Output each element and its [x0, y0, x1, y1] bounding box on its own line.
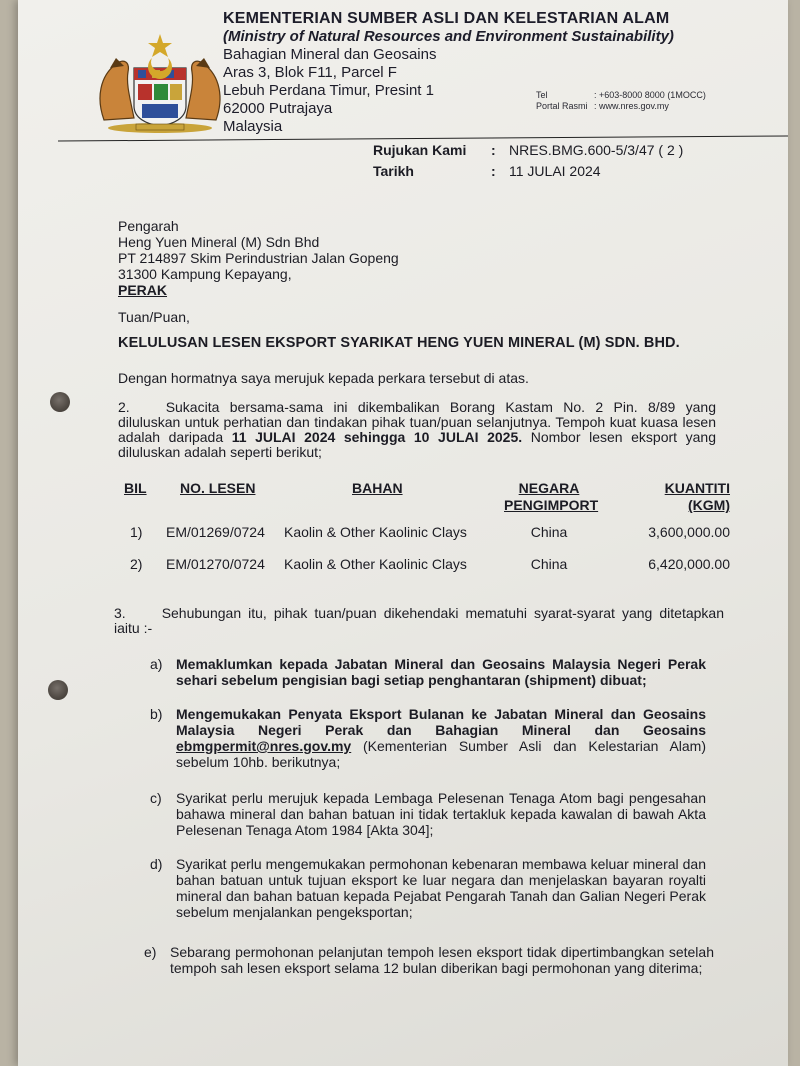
address-line: 62000 Putrajaya [223, 100, 333, 117]
colon: : [491, 142, 496, 158]
condition-text: Sebarang permohonan pelanjutan tempoh lesen eksport tidak dipertimbangkan setelah tempoh sah lesen eksport selama 12 bulan diberikan bagi permohonan yang diterima; [170, 944, 714, 976]
validity-period: 11 JULAI 2024 sehingga 10 JULAI 2025. [231, 429, 523, 445]
recipient-line: Pengarah [118, 218, 179, 234]
paragraph-text: Nombor lesen eksport yang diluluskan adalah seperti berikut; [118, 429, 716, 460]
condition-b [150, 706, 710, 772]
condition-text: Memaklumkan kepada Jabatan Mineral dan Geosains Malaysia Negeri Perak sehari sebelum pengisian bagi setiap penghantaran (shipment) dibuat; [176, 656, 706, 688]
col-header-kuantiti-line: KUANTITI [664, 480, 730, 496]
cell-negara: China [530, 524, 568, 540]
colon: : [491, 163, 496, 179]
condition-label: e) [144, 944, 157, 960]
paragraph-3 [114, 606, 724, 636]
cell-no-lesen: EM/01270/0724 [166, 556, 265, 572]
reference-block [373, 140, 683, 182]
portal-label: Portal Rasmi [536, 101, 588, 111]
condition-a [150, 656, 710, 690]
col-header-no-lesen: NO. LESEN [180, 480, 256, 496]
portal-value: : www.nres.gov.my [594, 101, 669, 111]
punch-hole [50, 392, 70, 412]
punch-hole [48, 680, 68, 700]
coat-of-arms-logo [90, 28, 230, 134]
condition-c [150, 790, 710, 842]
cell-bil: 1) [130, 524, 143, 540]
division-name: Bahagian Mineral dan Geosains [223, 46, 437, 63]
paragraph-number: 3. [114, 605, 126, 621]
condition-d [150, 856, 710, 924]
ref-value: NRES.BMG.600-5/3/47 ( 2 ) [509, 142, 684, 158]
col-header-negara-line: NEGARA [518, 480, 580, 496]
email-link[interactable]: ebmgpermit@nres.gov.my [176, 738, 352, 754]
col-header-bil: BIL [124, 480, 147, 496]
condition-text-part: Mengemukakan Penyata Eksport Bulanan ke Jabatan Mineral dan Geosains Malaysia Negeri Perak dan Bahagian Mineral dan Geosains [176, 706, 706, 738]
recipient-line: 31300 Kampung Kepayang, [118, 266, 292, 282]
condition-e [144, 944, 714, 996]
letter-page [18, 0, 788, 1066]
cell-bil: 2) [130, 556, 143, 572]
cell-no-lesen: EM/01269/0724 [166, 524, 265, 540]
ministry-name-ms: KEMENTERIAN SUMBER ASLI DAN KELESTARIAN ALAM [223, 10, 670, 27]
cell-bahan: Kaolin & Other Kaolinic Clays [284, 524, 467, 540]
cell-negara: China [530, 556, 568, 572]
cell-kuantiti: 3,600,000.00 [648, 524, 730, 540]
address-line: Malaysia [223, 118, 283, 135]
cell-kuantiti: 6,420,000.00 [648, 556, 730, 572]
condition-label: b) [150, 706, 163, 722]
col-header-bahan: BAHAN [352, 480, 403, 496]
tel-value: : +603-8000 8000 (1MOCC) [594, 90, 706, 100]
cell-bahan: Kaolin & Other Kaolinic Clays [284, 556, 467, 572]
col-header-negara [504, 480, 599, 514]
col-header-kuantiti-line: (KGM) [688, 497, 730, 513]
date-value: 11 JULAI 2024 [509, 163, 601, 179]
salutation: Tuan/Puan, [118, 309, 190, 325]
condition-text: Syarikat perlu merujuk kepada Lembaga Pelesenan Tenaga Atom bagi pengesahan bahawa mineral dan bahan batuan ini tidak tertakluk kepada kawalan di bawah Akta Pelesenan Tenaga Atom 1984 [Akta 304]; [176, 790, 706, 838]
contact-block [536, 90, 706, 112]
paragraph-text: Sehubungan itu, pihak tuan/puan dikehendaki mematuhi syarat-syarat yang ditetapkan iaitu :- [114, 605, 724, 636]
condition-text-part: (Kementerian Sumber Asli dan Kelestarian Alam) sebelum 10hb. berikutnya; [176, 738, 706, 770]
condition-label: d) [150, 856, 163, 872]
ministry-name-en: (Ministry of Natural Resources and Environment Sustainability) [223, 28, 674, 45]
condition-text: Syarikat perlu mengemukakan permohonan kebenaran membawa keluar mineral dan bahan batuan untuk tujuan eksport ke luar negara dan menjelaskan bayaran royalti mineral dan bahan batuan kepada Pejabat Pengarah Tanah dan Galian Negeri Perak sebelum menjalankan pengeksportan; [176, 856, 706, 920]
condition-label: c) [150, 790, 162, 806]
recipient-line: Heng Yuen Mineral (M) Sdn Bhd [118, 234, 320, 250]
col-header-negara-line: PENGIMPORT [504, 497, 599, 513]
condition-text [176, 706, 706, 770]
letterhead [223, 10, 674, 136]
recipient-address [118, 218, 399, 298]
recipient-state: PERAK [118, 282, 168, 298]
subject-title: KELULUSAN LESEN EKSPORT SYARIKAT HENG YUEN MINERAL (M) SDN. BHD. [118, 335, 680, 351]
recipient-line: PT 214897 Skim Perindustrian Jalan Gopeng [118, 250, 399, 266]
address-line: Lebuh Perdana Timur, Presint 1 [223, 82, 434, 99]
paragraph-1: Dengan hormatnya saya merujuk kepada perkara tersebut di atas. [118, 370, 529, 386]
paragraph-number: 2. [118, 399, 130, 415]
paragraph-text: Sukacita bersama-sama ini dikembalikan Borang Kastam No. 2 Pin. 8/89 yang diluluskan untuk perhatian dan tindakan pihak tuan/puan selanjutnya. Tempoh kuat kuasa lesen adalah daripada [118, 399, 716, 445]
date-label: Tarikh [373, 163, 414, 179]
address-line: Aras 3, Blok F11, Parcel F [223, 64, 397, 81]
tel-label: Tel [536, 90, 548, 100]
ref-label: Rujukan Kami [373, 142, 467, 158]
paragraph-2 [118, 400, 716, 460]
col-header-kuantiti [638, 480, 730, 514]
condition-label: a) [150, 656, 163, 672]
